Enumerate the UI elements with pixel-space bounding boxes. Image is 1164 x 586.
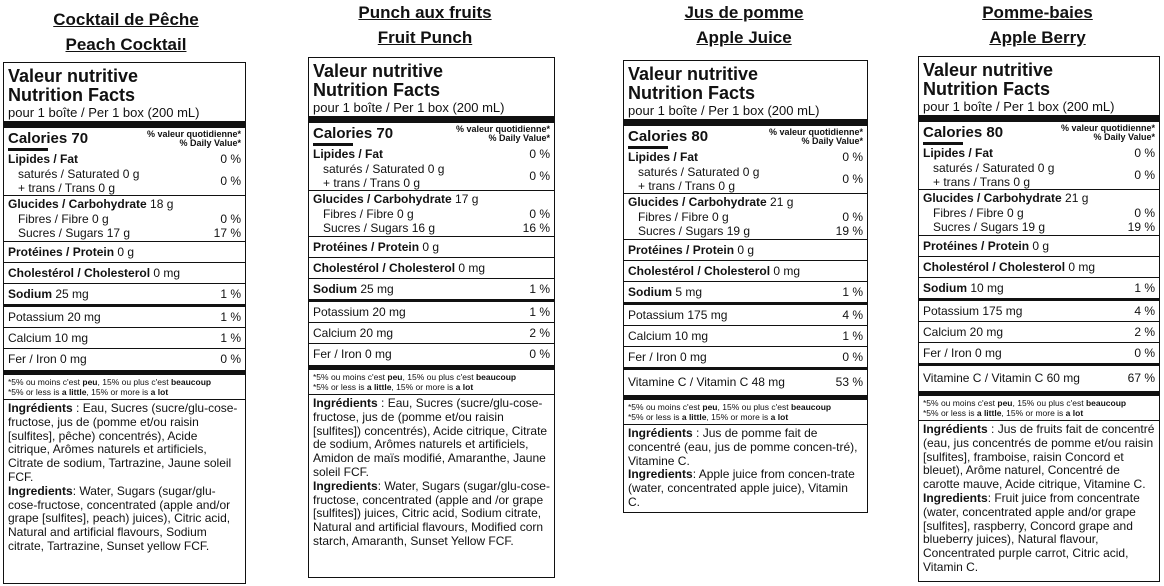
fat-dv: 0 % [1134, 146, 1155, 160]
nutrition-panel [3, 62, 246, 584]
potassium: Potassium 20 mg [8, 310, 101, 324]
sugars-dv: 17 % [213, 226, 241, 240]
fat-dv: 0 % [842, 150, 863, 164]
nutrition-panel [918, 56, 1160, 582]
iron-dv: 0 % [220, 352, 241, 366]
product-title-fr: Pomme-baies [982, 3, 1093, 22]
fat-label: Lipides / Fat [923, 146, 994, 160]
protein-label: Protéines / Protein [923, 239, 1030, 253]
vitamin-c: Vitamine C / Vitamin C 48 mg [628, 375, 785, 389]
dv-header-en: % Daily Value* [488, 133, 550, 143]
fibre-label: Fibres / Fibre 0 g [323, 207, 414, 221]
fibre-label: Fibres / Fibre 0 g [18, 212, 109, 226]
product-title-en: Peach Cocktail [65, 35, 187, 54]
sat-trans-dv: 0 % [220, 174, 241, 188]
iron: Fer / Iron 0 mg [923, 346, 1002, 360]
protein-label: Protéines / Protein [8, 245, 115, 259]
sodium-value: 5 mg [675, 285, 703, 299]
ingredients-en: Ingredients: Fruit juice from concentrate (water, concentrated apple and/or grape [sulfites], raspberry, Concord grape and blueberry juices), Natural flavour, Concentrated purple carrot, Citric acid, Vitamin C. [923, 490, 1140, 574]
fibre-dv: 0 % [842, 210, 863, 224]
sat-trans-dv: 0 % [842, 172, 863, 186]
cholesterol-label: Cholestérol / Cholesterol [313, 261, 456, 275]
calcium: Calcium 20 mg [923, 325, 1004, 339]
vitamin-c-dv: 53 % [835, 375, 863, 389]
carb-value: 17 g [455, 192, 479, 206]
carb-label: Glucides / Carbohydrate [628, 195, 767, 209]
potassium-dv: 4 % [1134, 304, 1155, 318]
saturated-label: saturés / Saturated 0 g [18, 167, 140, 181]
sodium-dv: 1 % [529, 282, 550, 296]
product-title-fr: Jus de pomme [684, 3, 804, 22]
protein-label: Protéines / Protein [628, 243, 735, 257]
header-en: Nutrition Facts [628, 83, 756, 103]
sugars-dv: 19 % [835, 224, 863, 238]
sodium-value: 25 mg [55, 287, 89, 301]
sodium-dv: 1 % [842, 285, 863, 299]
header-fr: Valeur nutritive [628, 64, 759, 84]
product-title-en: Fruit Punch [377, 28, 473, 47]
iron-dv: 0 % [529, 347, 550, 361]
sodium-value: 25 mg [360, 282, 394, 296]
header-en: Nutrition Facts [8, 85, 136, 105]
protein-value: 0 g [422, 240, 440, 254]
cholesterol-value: 0 mg [773, 264, 801, 278]
protein-value: 0 g [737, 243, 755, 257]
fat-dv: 0 % [220, 152, 241, 166]
label-fruit-punch [300, 0, 550, 50]
saturated-label: saturés / Saturated 0 g [933, 161, 1055, 175]
ingredients-fr: Ingrédients : Jus de pomme fait de concentré (eau, jus de pomme concen-tré), Vitamine C. [628, 426, 858, 468]
label-apple-berry [915, 0, 1160, 50]
dv-header-fr: % valeur quotidienne* [146, 129, 241, 139]
iron-dv: 0 % [1134, 346, 1155, 360]
product-title-en: Apple Juice [696, 28, 792, 47]
protein-label: Protéines / Protein [313, 240, 420, 254]
dv-header-en: % Daily Value* [179, 138, 241, 148]
protein-value: 0 g [1032, 239, 1050, 253]
ingredients-fr: Ingrédients : Eau, Sucres (sucre/glu-cose-fructose, jus de (pomme et/ou raisin [sulfites]) concentrés), Acide citrique, Citrate de sodium, Arômes naturels et artificiels, Amidon de maïs modifié, Amaranthe, Jaune soleil FCF. [313, 396, 548, 479]
cholesterol-value: 0 mg [153, 266, 181, 280]
ingredients-fr: Ingrédients : Eau, Sucres (sucre/glu-cose-fructose, jus de (pomme et/ou raisin [sulfites], pêche) concentrés), Acide citrique, Arômes naturels et artificiels, Citrate de sodium, Tartrazine, Jaune soleil FCF. [8, 401, 238, 484]
trans-label: + trans / Trans 0 g [18, 181, 116, 195]
calcium: Calcium 10 mg [628, 329, 709, 343]
sodium-label: Sodium [628, 285, 672, 299]
protein-value: 0 g [117, 245, 135, 259]
carb-value: 21 g [770, 195, 794, 209]
fat-label: Lipides / Fat [313, 147, 384, 161]
calories: Calories 70 [8, 130, 89, 147]
calcium-dv: 1 % [220, 331, 241, 345]
ingredients-en: Ingredients: Water, Sugars (sugar/glu-cose-fructose, concentrated (apple and /or grape [sulfites]) juices, Citric acid, Sodium citrate, Natural and artificial flavours, Modified corn starch, Amaranth, Sunset Yellow FCF. [313, 478, 550, 548]
carb-label: Glucides / Carbohydrate [923, 191, 1062, 205]
footnote: *5% ou moins c'est peu, 15% ou plus c'est beaucoup *5% or less is a little, 15% or more is a lot [628, 402, 832, 422]
sugars-label: Sucres / Sugars 19 g [933, 220, 1046, 234]
carb-value: 18 g [150, 197, 174, 211]
fat-label: Lipides / Fat [628, 150, 699, 164]
vitamin-c: Vitamine C / Vitamin C 60 mg [923, 371, 1080, 385]
label-peach-cocktail [0, 0, 252, 57]
fibre-dv: 0 % [220, 212, 241, 226]
trans-label: + trans / Trans 0 g [323, 176, 421, 190]
header-fr: Valeur nutritive [313, 61, 444, 81]
sodium-label: Sodium [8, 287, 52, 301]
potassium: Potassium 175 mg [923, 304, 1023, 318]
sodium-label: Sodium [923, 281, 967, 295]
footnote: *5% ou moins c'est peu, 15% ou plus c'est beaucoup *5% or less is a little, 15% or more is a lot [8, 377, 212, 397]
vitamin-c-dv: 67 % [1127, 371, 1155, 385]
serving-size: pour 1 boîte / Per 1 box (200 mL) [628, 103, 820, 118]
calcium-dv: 2 % [529, 326, 550, 340]
sat-trans-dv: 0 % [529, 169, 550, 183]
ingredients-fr: Ingrédients : Jus de fruits fait de concentré (eau, jus concentrés de pomme et/ou raisin [sulfites], framboise, raisin Concord et bleuet), Arôme naturel, Concentré de carotte mauve, Acide citrique, Vitamine C. [923, 422, 1155, 492]
calcium: Calcium 20 mg [313, 326, 394, 340]
cholesterol-value: 0 mg [458, 261, 486, 275]
sugars-label: Sucres / Sugars 16 g [323, 221, 436, 235]
dv-header-en: % Daily Value* [1093, 132, 1155, 142]
carb-label: Glucides / Carbohydrate [8, 197, 147, 211]
iron: Fer / Iron 0 mg [8, 352, 87, 366]
fibre-dv: 0 % [529, 207, 550, 221]
footnote: *5% ou moins c'est peu, 15% ou plus c'est beaucoup *5% or less is a little, 15% or more is a lot [923, 398, 1127, 418]
calories: Calories 70 [313, 125, 394, 142]
trans-label: + trans / Trans 0 g [933, 175, 1031, 189]
serving-size: pour 1 boîte / Per 1 box (200 mL) [313, 100, 505, 115]
sugars-label: Sucres / Sugars 19 g [638, 224, 751, 238]
header-en: Nutrition Facts [923, 79, 1051, 99]
product-title-en: Apple Berry [989, 28, 1086, 47]
ingredients-en: Ingredients: Water, Sugars (sugar/glu-cose-fructose, concentrated (apple and/or grape [sulfites], peach) juices), Citric acid, Natural and artificial flavours, Sodium citrate, Tartrazine, Sunset yellow FCF. [8, 483, 231, 553]
dv-header-fr: % valeur quotidienne* [768, 127, 863, 137]
fibre-dv: 0 % [1134, 206, 1155, 220]
nutrition-panel [623, 60, 868, 513]
potassium: Potassium 20 mg [313, 305, 406, 319]
calories: Calories 80 [628, 128, 709, 145]
sodium-dv: 1 % [220, 287, 241, 301]
header-en: Nutrition Facts [313, 80, 441, 100]
header-fr: Valeur nutritive [8, 66, 139, 86]
saturated-label: saturés / Saturated 0 g [638, 165, 760, 179]
cholesterol-label: Cholestérol / Cholesterol [628, 264, 771, 278]
ingredients-en: Ingredients: Apple juice from concen-trate (water, concentrated apple juice), Vitamin C. [628, 467, 855, 509]
fibre-label: Fibres / Fibre 0 g [933, 206, 1024, 220]
footnote: *5% ou moins c'est peu, 15% ou plus c'est beaucoup *5% or less is a little, 15% or more is a lot [313, 372, 517, 392]
fibre-label: Fibres / Fibre 0 g [638, 210, 729, 224]
sodium-dv: 1 % [1134, 281, 1155, 295]
calcium: Calcium 10 mg [8, 331, 89, 345]
sugars-dv: 19 % [1127, 220, 1155, 234]
sugars-dv: 16 % [522, 221, 550, 235]
sat-trans-dv: 0 % [1134, 168, 1155, 182]
calcium-dv: 2 % [1134, 325, 1155, 339]
potassium-dv: 1 % [220, 310, 241, 324]
iron: Fer / Iron 0 mg [313, 347, 392, 361]
iron-dv: 0 % [842, 350, 863, 364]
cholesterol-value: 0 mg [1068, 260, 1096, 274]
dv-header-fr: % valeur quotidienne* [1060, 123, 1155, 133]
potassium-dv: 4 % [842, 308, 863, 322]
carb-value: 21 g [1065, 191, 1089, 205]
carb-label: Glucides / Carbohydrate [313, 192, 452, 206]
saturated-label: saturés / Saturated 0 g [323, 162, 445, 176]
header-fr: Valeur nutritive [923, 60, 1054, 80]
cholesterol-label: Cholestérol / Cholesterol [923, 260, 1066, 274]
potassium-dv: 1 % [529, 305, 550, 319]
fat-label: Lipides / Fat [8, 152, 79, 166]
potassium: Potassium 175 mg [628, 308, 728, 322]
serving-size: pour 1 boîte / Per 1 box (200 mL) [923, 99, 1115, 114]
calories: Calories 80 [923, 124, 1004, 141]
sodium-label: Sodium [313, 282, 357, 296]
fat-dv: 0 % [529, 147, 550, 161]
label-apple-juice [620, 0, 868, 50]
serving-size: pour 1 boîte / Per 1 box (200 mL) [8, 105, 200, 120]
dv-header-fr: % valeur quotidienne* [455, 124, 550, 134]
trans-label: + trans / Trans 0 g [638, 179, 736, 193]
product-title-fr: Punch aux fruits [358, 3, 492, 22]
sodium-value: 10 mg [970, 281, 1004, 295]
dv-header-en: % Daily Value* [801, 136, 863, 146]
sugars-label: Sucres / Sugars 17 g [18, 226, 131, 240]
iron: Fer / Iron 0 mg [628, 350, 707, 364]
product-title-fr: Cocktail de Pêche [53, 10, 199, 29]
calcium-dv: 1 % [842, 329, 863, 343]
cholesterol-label: Cholestérol / Cholesterol [8, 266, 151, 280]
nutrition-panel [308, 57, 555, 578]
